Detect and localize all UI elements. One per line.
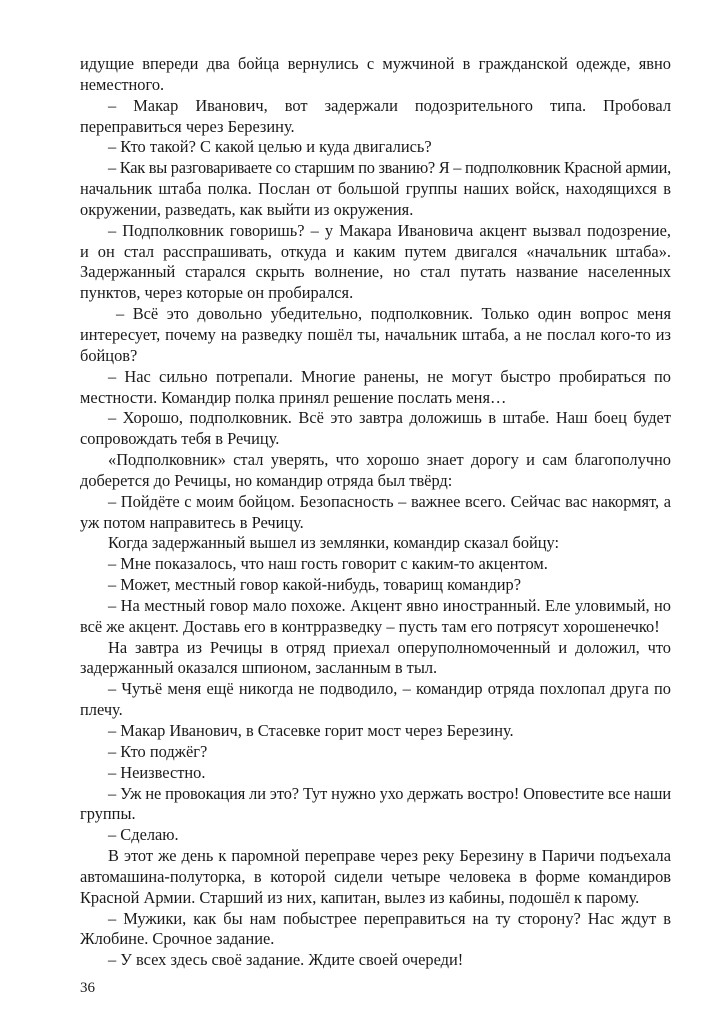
text-line: – На местный говор мало похоже. Акцент явно иностранный. Еле уловимый, но	[108, 595, 671, 615]
text-line: пунктов, через которые он пробирался.	[80, 283, 354, 303]
text-line: плечу.	[80, 700, 123, 720]
text-line: идущие впереди два бойца вернулись с мужчиной в гражданской одежде, явно	[80, 54, 671, 73]
book-page-text	[80, 54, 671, 971]
text-line: местности. Командир полка принял решение послать меня…	[80, 387, 507, 407]
text-line: и он стал расспрашивать, откуда и каким путем двигался «начальник штаба».	[80, 241, 671, 261]
text-line: – Мне показалось, что наш гость говорит с каким-то акцентом.	[108, 554, 548, 574]
text-line: – Подполковник говоришь? – у Макара Ивановича акцент вызвал подозрение,	[108, 220, 671, 240]
text-line: – Пойдёте с моим бойцом. Безопасность – важнее всего. Сейчас вас накормят, а	[108, 491, 671, 511]
text-line: – Уж не провокация ли это? Тут нужно ухо держать востро! Оповестите все наши	[108, 783, 671, 803]
text-line: – Неизвестно.	[108, 762, 206, 782]
text-line: окружении, разведать, как выйти из окружения.	[80, 199, 414, 219]
text-line: автомашина-полуторка, в которой сидели четыре человека в форме командиров	[80, 866, 671, 886]
text-line: всё же акцент. Доставь его в контрразведку – пусть там его потрясут хорошенечко!	[80, 616, 660, 636]
text-line: доберется до Речицы, но командир отряда был твёрд:	[80, 470, 453, 490]
text-line: Красной Армии. Старший из них, капитан, вылез из кабины, подошёл к парому.	[80, 887, 640, 907]
text-line: – Может, местный говор какой-нибудь, товарищ командир?	[108, 575, 522, 595]
text-line: неместного.	[80, 74, 165, 94]
text-line: бойцов?	[80, 345, 138, 365]
text-line: интересует, почему на разведку пошёл ты, начальник штаба, а не послал кого-то из	[80, 324, 671, 344]
text-line: уж потом направитесь в Речицу.	[80, 512, 304, 532]
text-line: – Чутьё меня ещё никогда не подводило, – командир отряда похлопал друга по	[108, 679, 671, 699]
text-line: – Макар Иванович, вот задержали подозрительного типа. Пробовал	[108, 95, 671, 115]
text-line: – Мужики, как бы нам побыстрее переправиться на ту сторону? Нас ждут в	[108, 908, 671, 928]
text-line: – Макар Иванович, в Стасевке горит мост через Березину.	[108, 721, 514, 740]
text-line: – Хорошо, подполковник. Всё это завтра доложишь в штабе. Наш боец будет	[108, 408, 671, 428]
text-line: переправиться через Березину.	[80, 116, 295, 136]
text-line: – Кто такой? С какой целью и куда двигались?	[108, 137, 432, 157]
page-number: 36	[80, 980, 95, 996]
text-line: – Сделаю.	[108, 825, 179, 845]
text-line: – Нас сильно потрепали. Многие ранены, не могут быстро пробираться по	[108, 366, 671, 386]
text-line: группы.	[80, 804, 136, 824]
text-line: Жлобине. Срочное задание.	[80, 929, 275, 949]
text-line: Когда задержанный вышел из землянки, командир сказал бойцу:	[108, 533, 560, 553]
text-line: – Как вы разговариваете со старшим по званию? Я – подполковник Красной армии,	[108, 158, 671, 178]
text-line: – У всех здесь своё задание. Ждите своей очереди!	[108, 950, 464, 970]
text-line: В этот же день к паромной переправе через реку Березину в Паричи подъехала	[108, 846, 671, 866]
text-line: – Всё это довольно убедительно, подполковник. Только один вопрос меня	[116, 304, 671, 324]
text-line: – Кто поджёг?	[108, 741, 208, 761]
text-line: На завтра из Речицы в отряд приехал оперуполномоченный и доложил, что	[108, 637, 671, 657]
text-line: «Подполковник» стал уверять, что хорошо знает дорогу и сам благополучно	[108, 450, 671, 470]
text-line: Задержанный старался скрыть волнение, но стал путать название населенных	[80, 262, 671, 282]
text-line: начальник штаба полка. Послан от большой группы наших войск, находящихся в	[80, 179, 671, 199]
text-line: задержанный оказался шпионом, засланным в тыл.	[80, 658, 438, 678]
text-line: сопровождать тебя в Речицу.	[80, 429, 280, 449]
